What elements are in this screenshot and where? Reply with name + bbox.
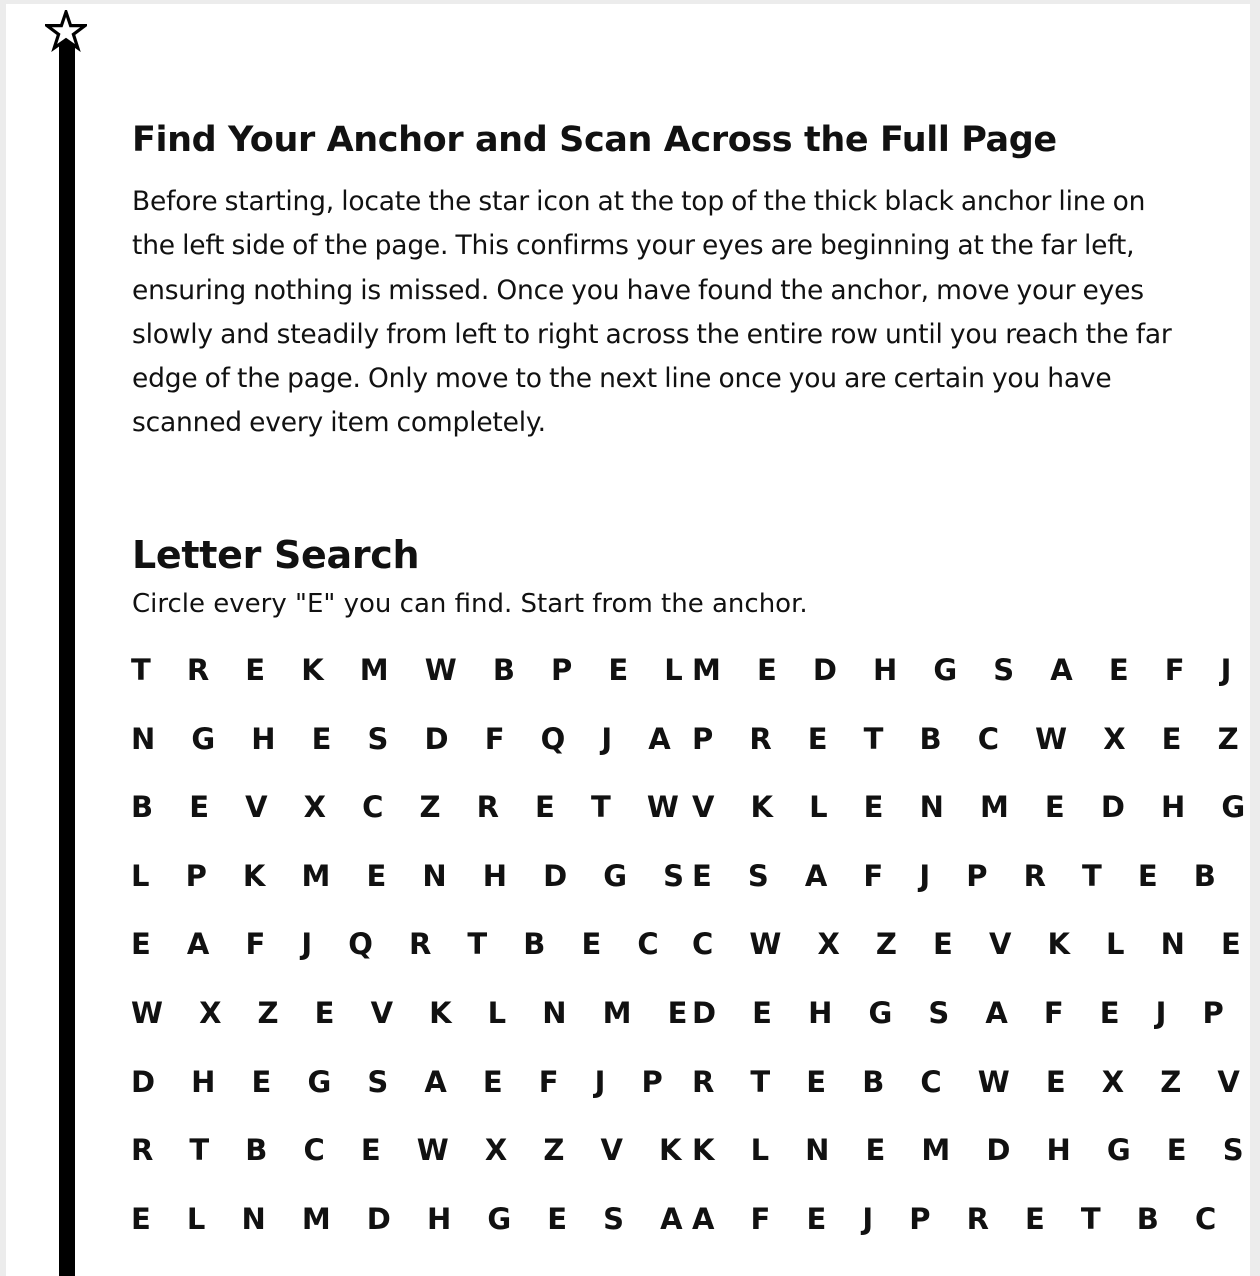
letter-row[interactable]: E A F J Q R T B E C xyxy=(131,927,672,962)
letter-row[interactable]: P R E T B C W X E Z xyxy=(692,721,1252,756)
letter-row[interactable]: R T B C E W X Z V K xyxy=(131,1133,695,1168)
letter-row[interactable]: E L N M D H G E S A xyxy=(131,1201,696,1236)
intro-paragraph: Before starting, locate the star icon at the top of the thick black anchor line on the left side of the page. This confirms your eyes are beginning at the far left, ensuring nothing is missed. Once you have found the anchor, move your eyes slowly and steadily from left to right across the entire row until you reach the far edge of the page. Only move to the next line once you are certain you have scanned every item completely. xyxy=(132,186,1172,439)
letter-row[interactable]: R T E B C W E X Z V xyxy=(692,1064,1253,1099)
letter-row[interactable]: C W X Z E V K L N E xyxy=(692,927,1254,962)
letter-grid-right xyxy=(692,650,1258,1267)
letter-row[interactable]: L P K M E N H D G S xyxy=(131,858,698,893)
letter-search-instruction: Circle every "E" you can find. Start from the anchor. xyxy=(132,589,808,619)
letter-row[interactable]: V K L E N M E D H G xyxy=(692,790,1259,825)
page-heading: Find Your Anchor and Scan Across the Full Page xyxy=(132,120,1057,160)
letter-grid-left xyxy=(131,650,700,1267)
letter-search-title: Letter Search xyxy=(132,533,420,577)
letter-row[interactable]: T R E K M W B P E L xyxy=(131,653,696,687)
letter-row[interactable]: A F E J P R E T B C xyxy=(692,1201,1230,1236)
letter-row[interactable]: E S A F J P R T E B xyxy=(692,858,1229,893)
letter-row[interactable]: N G H E S D F Q J A xyxy=(131,721,684,756)
letter-row[interactable]: M E D H G S A E F J xyxy=(692,653,1245,687)
letter-row[interactable]: D E H G S A F E J P xyxy=(692,995,1237,1030)
letter-row[interactable]: K L N E M D H G E S xyxy=(692,1133,1257,1168)
letter-row[interactable]: D H E G S A E F J P xyxy=(131,1064,676,1099)
letter-row[interactable]: W X Z E V K L N M E xyxy=(131,995,701,1030)
letter-row[interactable]: B E V X C Z R E T W xyxy=(131,790,692,825)
star-icon xyxy=(45,10,87,52)
anchor-line xyxy=(59,36,75,1276)
